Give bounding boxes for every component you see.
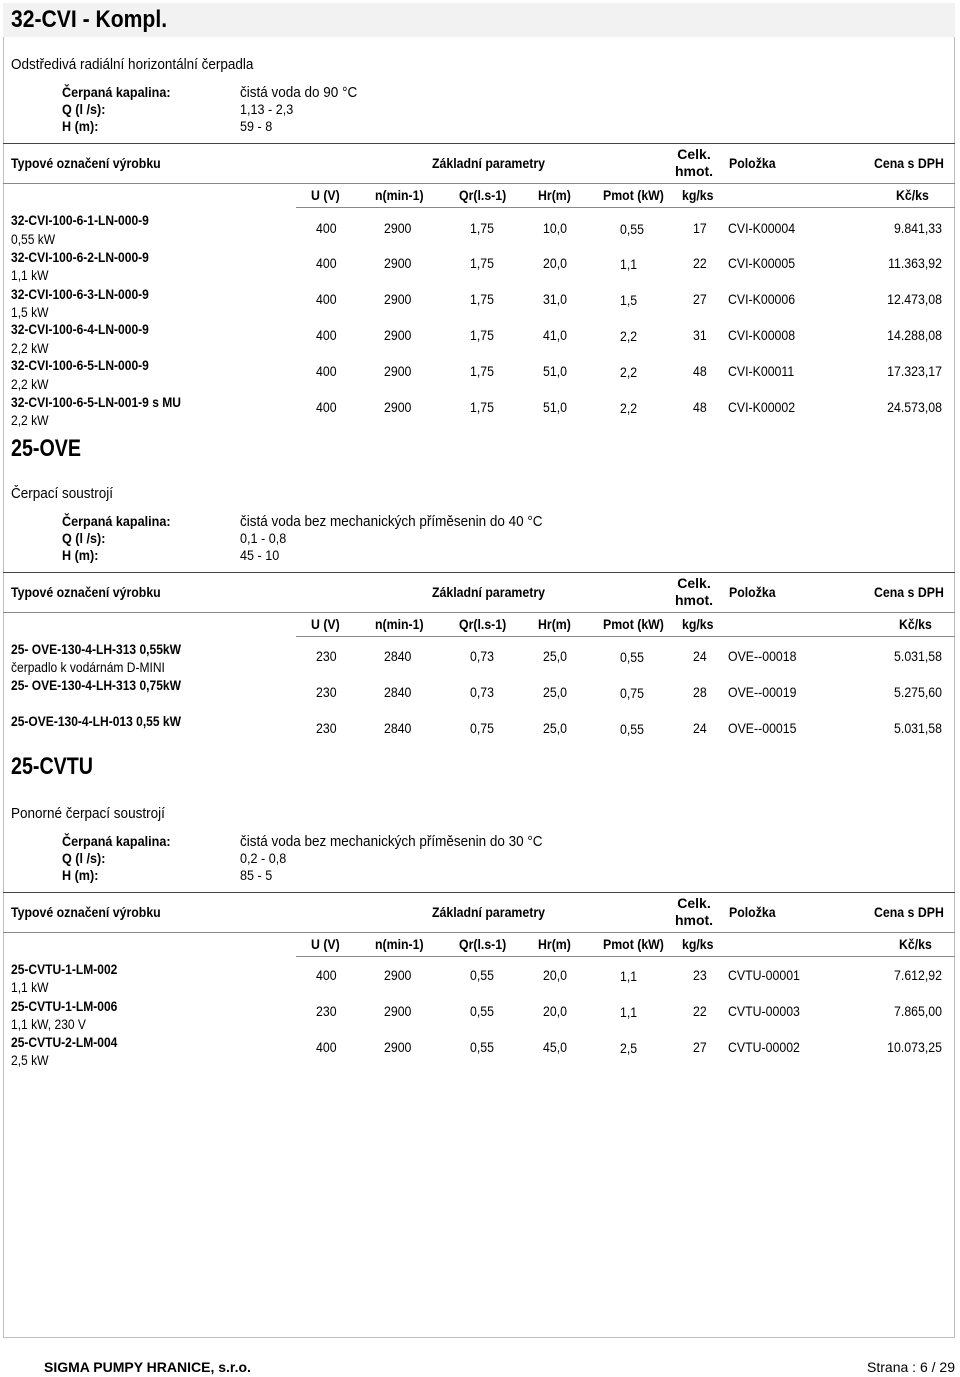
ove-spec-value-q: 0,1 - 0,8 [240, 530, 287, 546]
header-pmot: Pmot (kW) [603, 616, 664, 632]
row-n: 2900 [384, 1039, 412, 1055]
row-u: 230 [316, 648, 337, 664]
cvi-spec-label-q: Q (l /s): [62, 101, 106, 117]
divider [3, 932, 955, 933]
page-title: 32-CVI - Kompl. [11, 6, 168, 33]
row-kg: 23 [693, 967, 707, 983]
row-kg: 24 [693, 720, 707, 736]
row-u: 230 [316, 1003, 337, 1019]
ove-spec-label-h: H (m): [62, 547, 99, 563]
row-item: CVTU-00003 [728, 1003, 800, 1019]
header-weight [672, 575, 716, 609]
row-pmot: 1,1 [620, 256, 638, 272]
row-n: 2840 [384, 720, 412, 736]
row-pmot: 1,5 [620, 292, 638, 308]
row-kg: 27 [693, 1039, 707, 1055]
row-qr: 1,75 [470, 399, 494, 415]
row-n: 2900 [384, 967, 412, 983]
divider [3, 572, 955, 573]
row-price: 17.323,17 [887, 363, 942, 379]
header-hr: Hr(m) [538, 187, 571, 203]
row-product-name: 25-CVTU-1-LM-002 [11, 961, 118, 977]
divider [3, 183, 955, 184]
header-type-label: Typové označení výrobku [11, 904, 161, 920]
cvtu-spec-value-q: 0,2 - 0,8 [240, 850, 287, 866]
row-kg: 24 [693, 648, 707, 664]
cvtu-spec-value-h: 85 - 5 [240, 867, 273, 883]
row-item: CVI-K00008 [728, 327, 796, 343]
row-kg: 48 [693, 363, 707, 379]
header-weight-line2: hmot. [674, 592, 714, 608]
row-item: OVE--00019 [728, 684, 797, 700]
row-pmot: 0,55 [620, 221, 644, 237]
ove-heading: 25-OVE [11, 435, 82, 462]
row-qr: 1,75 [470, 327, 494, 343]
row-item: OVE--00018 [728, 648, 797, 664]
row-u: 400 [316, 255, 337, 271]
row-price: 14.288,08 [887, 327, 942, 343]
row-hr: 25,0 [543, 648, 567, 664]
row-u: 400 [316, 967, 337, 983]
cvi-subtitle: Odstředivá radiální horizontální čerpadla [11, 56, 254, 73]
header-qr: Qr(l.s-1) [459, 187, 507, 203]
row-price: 11.363,92 [888, 255, 942, 271]
row-qr: 0,55 [470, 1003, 494, 1019]
row-kg: 22 [693, 255, 707, 271]
row-n: 2900 [384, 255, 412, 271]
header-item: Položka [729, 584, 776, 600]
row-pmot: 1,1 [620, 968, 638, 984]
ove-spec-label-liquid: Čerpaná kapalina: [62, 513, 171, 529]
row-pmot: 2,5 [620, 1040, 638, 1056]
row-product-name: 32-CVI-100-6-2-LN-000-9 [11, 249, 149, 265]
row-u: 400 [316, 327, 337, 343]
row-n: 2900 [384, 1003, 412, 1019]
cvi-spec-label-h: H (m): [62, 118, 99, 134]
row-product-power: 2,2 kW [11, 340, 49, 356]
row-kg: 17 [693, 220, 707, 236]
row-pmot: 2,2 [620, 364, 638, 380]
row-pmot: 0,55 [620, 721, 644, 737]
header-n: n(min-1) [375, 187, 424, 203]
cvtu-subtitle: Ponorné čerpací soustrojí [11, 805, 165, 822]
header-qr: Qr(l.s-1) [459, 936, 507, 952]
header-kcks: Kč/ks [896, 187, 929, 203]
row-price: 5.275,60 [894, 684, 942, 700]
header-item: Položka [729, 155, 776, 171]
row-n: 2900 [384, 291, 412, 307]
row-qr: 1,75 [470, 255, 494, 271]
header-weight-line2: hmot. [674, 163, 714, 179]
row-hr: 25,0 [543, 720, 567, 736]
row-product-name: 32-CVI-100-6-3-LN-000-9 [11, 286, 149, 302]
row-hr: 51,0 [543, 399, 567, 415]
footer-company: SIGMA PUMPY HRANICE, s.r.o. [44, 1359, 251, 1375]
divider [3, 143, 955, 144]
header-kcks: Kč/ks [899, 936, 932, 952]
row-hr: 31,0 [543, 291, 567, 307]
header-kgks: kg/ks [682, 936, 714, 952]
row-hr: 41,0 [543, 327, 567, 343]
footer-page: Strana : 6 / 29 [867, 1359, 955, 1375]
ove-subtitle: Čerpací soustrojí [11, 485, 114, 502]
row-item: OVE--00015 [728, 720, 797, 736]
row-qr: 1,75 [470, 363, 494, 379]
header-basic-params: Základní parametry [432, 584, 545, 600]
divider [296, 207, 955, 208]
header-price: Cena s DPH [874, 155, 944, 171]
row-product-power: 1,1 kW [11, 979, 49, 995]
row-pmot: 0,55 [620, 649, 644, 665]
header-n: n(min-1) [375, 936, 424, 952]
row-price: 9.841,33 [894, 220, 942, 236]
row-pmot: 2,2 [620, 328, 638, 344]
row-product-power: 0,55 kW [11, 231, 56, 247]
header-weight-line1: Celk. [677, 575, 711, 591]
row-product-name: 25-CVTU-2-LM-004 [11, 1034, 118, 1050]
row-n: 2840 [384, 648, 412, 664]
row-hr: 45,0 [543, 1039, 567, 1055]
row-product-name: 32-CVI-100-6-4-LN-000-9 [11, 321, 149, 337]
row-product-name: 32-CVI-100-6-5-LN-000-9 [11, 357, 149, 373]
header-weight [672, 146, 716, 180]
row-product-note: čerpadlo k vodárnám D-MINI [11, 659, 165, 675]
row-hr: 20,0 [543, 967, 567, 983]
header-hr: Hr(m) [538, 936, 571, 952]
row-product-power: 1,5 kW [11, 304, 49, 320]
row-u: 400 [316, 363, 337, 379]
row-price: 5.031,58 [894, 720, 942, 736]
row-product-name: 25- OVE-130-4-LH-313 0,75kW [11, 677, 181, 693]
row-pmot: 2,2 [620, 400, 638, 416]
header-u: U (V) [311, 187, 340, 203]
row-product-power: 2,2 kW [11, 376, 49, 392]
row-item: CVTU-00001 [728, 967, 800, 983]
header-weight-line1: Celk. [677, 895, 711, 911]
cvtu-spec-label-h: H (m): [62, 867, 99, 883]
ove-spec-value-liquid: čistá voda bez mechanických příměsenin do 40 °C [240, 513, 543, 530]
row-hr: 20,0 [543, 255, 567, 271]
row-item: CVI-K00011 [728, 363, 795, 379]
row-product-power: 1,1 kW [11, 267, 49, 283]
row-item: CVI-K00005 [728, 255, 796, 271]
header-type-label: Typové označení výrobku [11, 584, 161, 600]
row-price: 7.865,00 [894, 1003, 942, 1019]
row-price: 7.612,92 [894, 967, 942, 983]
row-kg: 22 [693, 1003, 707, 1019]
row-u: 400 [316, 291, 337, 307]
cvi-spec-value-h: 59 - 8 [240, 118, 273, 134]
header-basic-params: Základní parametry [432, 155, 545, 171]
cvi-spec-label-liquid: Čerpaná kapalina: [62, 84, 171, 100]
divider [3, 612, 955, 613]
header-pmot: Pmot (kW) [603, 187, 664, 203]
row-u: 400 [316, 399, 337, 415]
row-n: 2900 [384, 220, 412, 236]
row-price: 24.573,08 [887, 399, 942, 415]
row-qr: 0,55 [470, 1039, 494, 1055]
header-item: Položka [729, 904, 776, 920]
divider [296, 636, 955, 637]
header-kcks: Kč/ks [899, 616, 932, 632]
cvi-spec-value-q: 1,13 - 2,3 [240, 101, 294, 117]
header-pmot: Pmot (kW) [603, 936, 664, 952]
row-qr: 0,55 [470, 967, 494, 983]
row-hr: 51,0 [543, 363, 567, 379]
row-u: 400 [316, 220, 337, 236]
cvi-spec-value-liquid: čistá voda do 90 °C [240, 84, 358, 101]
row-kg: 27 [693, 291, 707, 307]
header-price: Cena s DPH [874, 904, 944, 920]
header-qr: Qr(l.s-1) [459, 616, 507, 632]
header-basic-params: Základní parametry [432, 904, 545, 920]
row-price: 5.031,58 [894, 648, 942, 664]
row-u: 400 [316, 1039, 337, 1055]
row-qr: 0,73 [470, 684, 494, 700]
header-weight-line1: Celk. [677, 146, 711, 162]
row-kg: 28 [693, 684, 707, 700]
row-qr: 0,75 [470, 720, 494, 736]
row-qr: 1,75 [470, 220, 494, 236]
header-kgks: kg/ks [682, 616, 714, 632]
header-u: U (V) [311, 616, 340, 632]
header-price: Cena s DPH [874, 584, 944, 600]
ove-spec-label-q: Q (l /s): [62, 530, 106, 546]
row-product-power: 1,1 kW, 230 V [11, 1016, 86, 1032]
row-price: 12.473,08 [887, 291, 942, 307]
row-pmot: 1,1 [620, 1004, 638, 1020]
row-n: 2900 [384, 399, 412, 415]
row-n: 2900 [384, 363, 412, 379]
row-hr: 10,0 [543, 220, 567, 236]
header-u: U (V) [311, 936, 340, 952]
header-n: n(min-1) [375, 616, 424, 632]
row-n: 2840 [384, 684, 412, 700]
row-pmot: 0,75 [620, 685, 644, 701]
row-kg: 48 [693, 399, 707, 415]
header-hr: Hr(m) [538, 616, 571, 632]
row-product-name: 32-CVI-100-6-5-LN-001-9 s MU [11, 394, 181, 410]
row-qr: 0,73 [470, 648, 494, 664]
cvtu-spec-label-liquid: Čerpaná kapalina: [62, 833, 171, 849]
row-item: CVI-K00002 [728, 399, 796, 415]
row-qr: 1,75 [470, 291, 494, 307]
divider [3, 892, 955, 893]
row-product-name: 25-OVE-130-4-LH-013 0,55 kW [11, 713, 181, 729]
header-weight-line2: hmot. [674, 912, 714, 928]
row-price: 10.073,25 [887, 1039, 942, 1055]
row-item: CVTU-00002 [728, 1039, 800, 1055]
row-hr: 25,0 [543, 684, 567, 700]
ove-spec-value-h: 45 - 10 [240, 547, 280, 563]
cvtu-spec-label-q: Q (l /s): [62, 850, 106, 866]
cvtu-heading: 25-CVTU [11, 753, 94, 780]
row-product-name: 25- OVE-130-4-LH-313 0,55kW [11, 641, 181, 657]
divider [296, 956, 955, 957]
row-product-power: 2,2 kW [11, 412, 49, 428]
row-item: CVI-K00004 [728, 220, 796, 236]
row-kg: 31 [693, 327, 707, 343]
row-item: CVI-K00006 [728, 291, 796, 307]
row-u: 230 [316, 720, 337, 736]
row-product-power: 2,5 kW [11, 1052, 49, 1068]
row-n: 2900 [384, 327, 412, 343]
header-type-label: Typové označení výrobku [11, 155, 161, 171]
header-kgks: kg/ks [682, 187, 714, 203]
row-u: 230 [316, 684, 337, 700]
cvtu-spec-value-liquid: čistá voda bez mechanických příměsenin do 30 °C [240, 833, 543, 850]
row-product-name: 25-CVTU-1-LM-006 [11, 998, 118, 1014]
row-product-name: 32-CVI-100-6-1-LN-000-9 [11, 212, 149, 228]
row-hr: 20,0 [543, 1003, 567, 1019]
header-weight [672, 895, 716, 929]
